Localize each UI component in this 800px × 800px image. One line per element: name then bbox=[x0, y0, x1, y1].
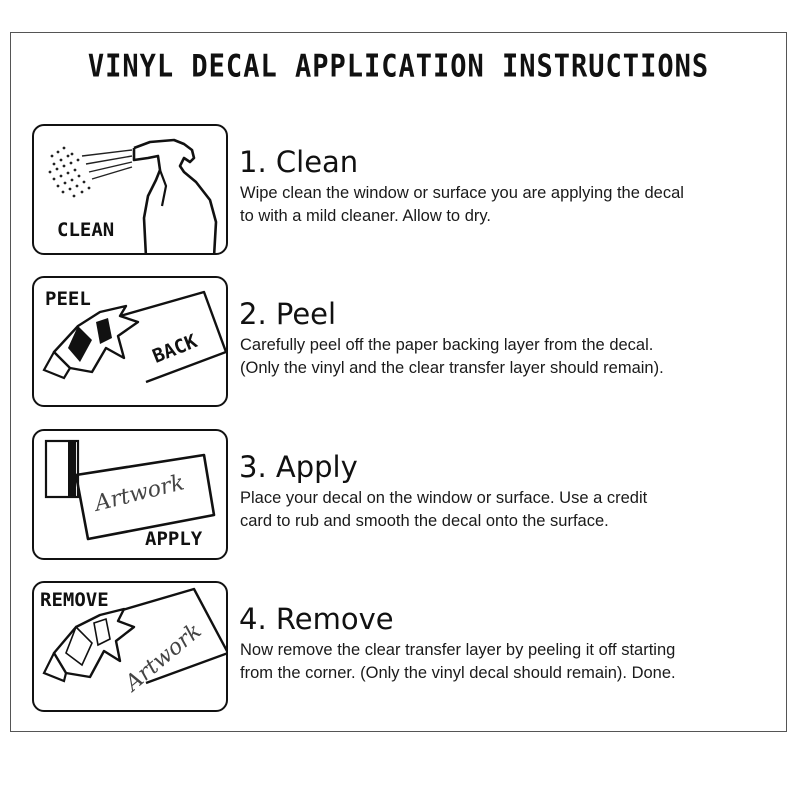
step-apply bbox=[11, 429, 786, 563]
step-remove bbox=[11, 581, 786, 715]
remove-label: REMOVE bbox=[40, 589, 109, 611]
spray-mist-icon bbox=[49, 147, 91, 198]
step-description: Carefully peel off the paper backing layer from the decal. (Only the vinyl and the clear transfer layer should remain). bbox=[240, 336, 664, 377]
step-clean bbox=[11, 124, 786, 258]
step-heading: 1. Clean bbox=[239, 145, 359, 179]
step-description: Place your decal on the window or surface. Use a credit card to rub and smooth the decal onto the surface. bbox=[240, 489, 648, 530]
page-title: VINYL DECAL APPLICATION INSTRUCTIONS bbox=[87, 48, 710, 85]
artwork-script: Artwork bbox=[120, 618, 207, 697]
clean-label: CLEAN bbox=[57, 219, 115, 241]
apply-illustration bbox=[32, 429, 228, 560]
step-peel bbox=[11, 276, 786, 410]
step-description: Wipe clean the window or surface you are applying the decal to with a mild cleaner. Allow to dry. bbox=[240, 184, 684, 225]
back-label: BACK bbox=[149, 330, 201, 368]
peel-illustration bbox=[32, 276, 228, 407]
remove-illustration bbox=[32, 581, 228, 712]
step-heading: 4. Remove bbox=[239, 602, 394, 636]
step-heading: 2. Peel bbox=[239, 297, 337, 331]
apply-label: APPLY bbox=[145, 528, 203, 550]
step-heading: 3. Apply bbox=[239, 450, 358, 484]
peel-label: PEEL bbox=[45, 288, 91, 310]
clean-illustration bbox=[32, 124, 228, 255]
step-description: Now remove the clear transfer layer by peeling it off starting from the corner. (Only the vinyl decal should remain). Done. bbox=[240, 641, 676, 682]
instruction-sheet bbox=[10, 32, 787, 732]
artwork-script: Artwork bbox=[92, 470, 187, 517]
